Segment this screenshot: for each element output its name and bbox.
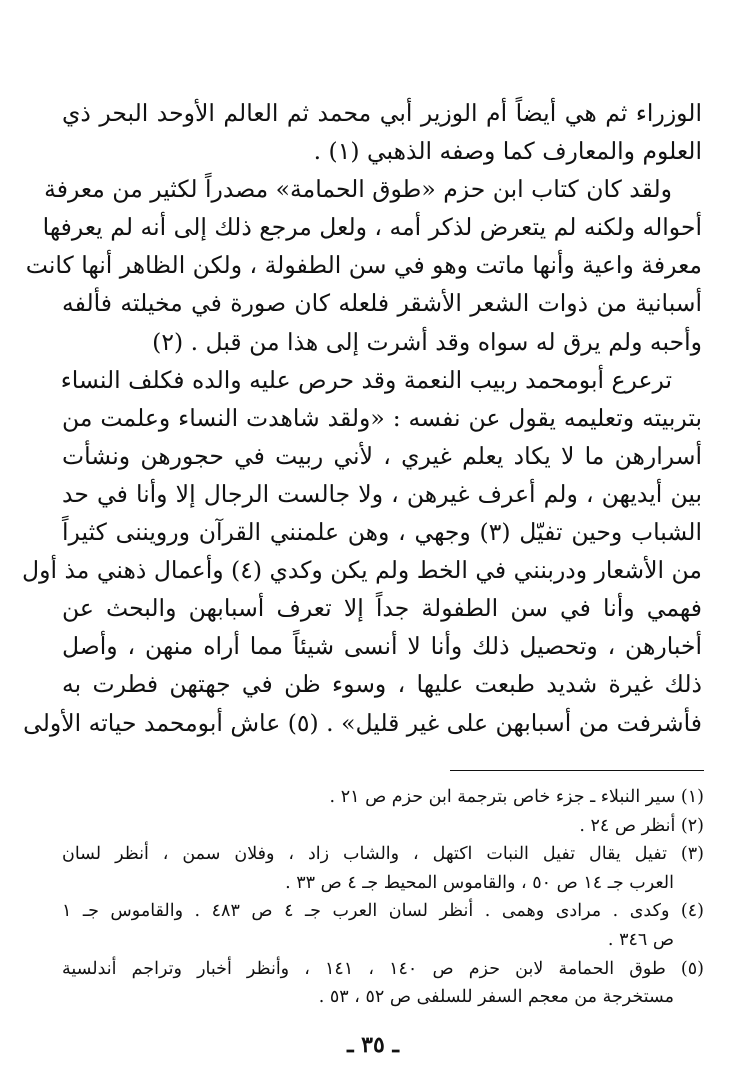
text-line: أخبارهن ، وتحصيل ذلك وأنا لا أنسى شيئاً مما أراه منهن ، وأصل <box>62 632 702 661</box>
footnote-line: (٥) طوق الحمامة لابن حزم ص ١٤٠ ، ١٤١ ، وأنظر أخبار وتراجم أندلسية <box>62 958 704 979</box>
text-line: وأحبه ولم يرق له سواه وقد أشرت إلى هذا من قبل . (٢) <box>152 327 702 356</box>
text-line: الوزراء ثم هي أيضاً أم الوزير أبي محمد ثم العالم الأوحد البحر ذي <box>62 99 702 127</box>
text-line: العلوم والمعارف كما وصفه الذهبي (١) . <box>313 137 702 166</box>
text-line: بتربيته وتعليمه يقول عن نفسه : «ولقد شاهدت النساء وعلمت من <box>62 403 702 432</box>
footnotes <box>62 783 704 1012</box>
text-line: ذلك غيرة شديد طبعت عليها ، وسوء ظن في جهتهن فطرت به <box>62 670 702 699</box>
text-line: فأشرفت من أسبابهن على غير قليل» . (٥) عاش أبومحمد حياته الأولى <box>23 708 702 737</box>
text-line: أحواله ولكنه لم يتعرض لذكر أمه ، ولعل مرجع ذلك إلى أنه لم يعرفها <box>42 213 702 242</box>
text-line: أسرارهن ما لا يكاد يعلم غيري ، لأني ربيت في حجورهن ونشأت <box>62 441 702 470</box>
footnote-line: (٣) تفيل يقال تفيل النبات اكتهل ، والشاب زاد ، وفلان سمن ، أنظر لسان <box>62 844 704 865</box>
text-line: الشباب وحين تفيّل (٣) وجهي ، وهن علمنني القرآن ورويننى كثيراً <box>62 518 702 547</box>
text-line: ترعرع أبومحمد ربيب النعمة وقد حرص عليه والده فكلف النساء <box>60 365 672 394</box>
footnote-line: مستخرجة من معجم السفر للسلفى ص ٥٢ ، ٥٣ . <box>318 987 674 1008</box>
footnote-line: العرب جـ ١٤ ص ٥٠ ، والقاموس المحيط جـ ٤ ص ٣٣ . <box>285 872 674 893</box>
footnote-line: (٢) أنظر ص ٢٤ . <box>579 815 704 836</box>
footnote-divider <box>450 770 704 771</box>
text-line: من الأشعار ودربنني في الخط ولم يكن وكدي (٤) وأعمال ذهني مذ أول <box>22 556 702 585</box>
text-line: بين أيديهن ، ولم أعرف غيرهن ، ولا جالست الرجال إلا وأنا في حد <box>62 479 702 508</box>
page-number: ـ ٣٥ ـ <box>347 1032 399 1058</box>
text-line: معرفة واعية وأنها ماتت وهو في سن الطفولة ، ولكن الظاهر أنها كانت <box>25 251 702 280</box>
footnote-line: ص ٣٤٦ . <box>607 929 674 950</box>
footnote-line: (٤) وكدى . مرادى وهمى . أنظر لسان العرب جـ ٤ ص ٤٨٣ . والقاموس جـ ١ <box>62 901 704 922</box>
main-text <box>22 94 702 742</box>
text-line: ولقد كان كتاب ابن حزم «طوق الحمامة» مصدراً لكثير من معرفة <box>44 175 672 204</box>
text-line: فهمي وأنا في سن الطفولة جداً إلا تعرف أسبابهن والبحث عن <box>62 594 702 623</box>
text-line: أسبانية من ذوات الشعر الأشقر فلعله كان صورة في مخيلته فألفه <box>62 289 702 318</box>
footnote-line: (١) سير النبلاء ـ جزء خاص بترجمة ابن حزم ص ٢١ . <box>329 787 704 807</box>
